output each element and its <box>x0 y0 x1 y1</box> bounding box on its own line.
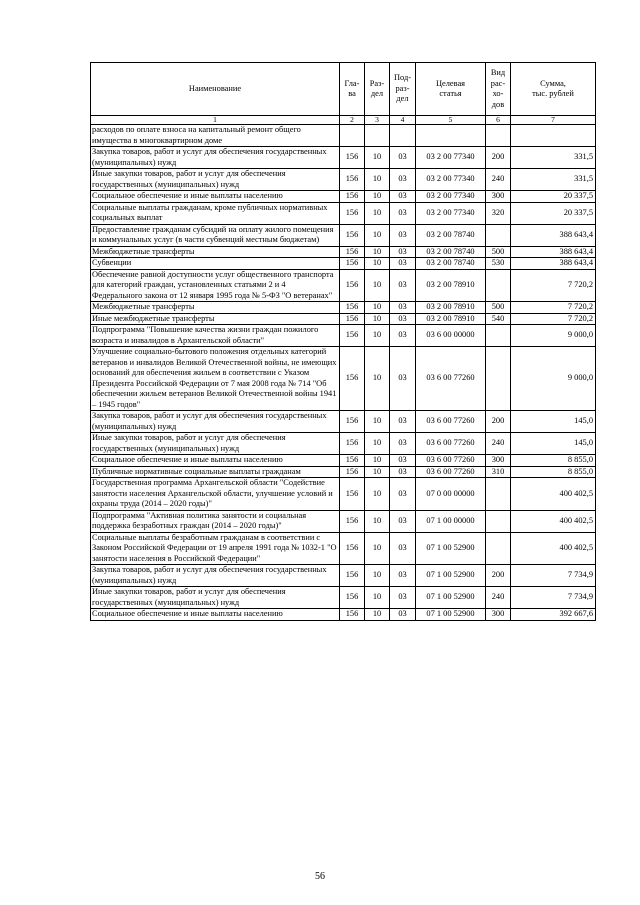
column-number: 6 <box>486 116 511 125</box>
cell-name: Закупка товаров, работ и услуг для обеспечения государственных (муниципальных) нужд <box>91 411 340 433</box>
cell-razdel: 10 <box>365 169 390 191</box>
cell-statya: 03 2 00 77340 <box>416 191 486 203</box>
cell-glava: 156 <box>340 202 365 224</box>
cell-name: Подпрограмма "Повышение качества жизни граждан пожилого возраста и инвалидов в Архангельской области" <box>91 325 340 347</box>
cell-vid: 310 <box>486 466 511 478</box>
cell-statya: 03 2 00 77340 <box>416 202 486 224</box>
table-row <box>91 609 596 621</box>
cell-vid: 500 <box>486 302 511 314</box>
cell-name: Улучшение социально-бытового положения отдельных категорий ветеранов и инвалидов Великой Отечественной войны, не имеющих оснований для обеспечения жильем в соответствии с Указом Президента Российской Федерации от 7 мая 2008 года № 714 "Об обеспечении жильем ветеранов Великой Отечественной войны 1941 – 1945 годов" <box>91 347 340 411</box>
table-row <box>91 411 596 433</box>
cell-razdel: 10 <box>365 313 390 325</box>
table-row <box>91 587 596 609</box>
cell-statya: 03 2 00 78910 <box>416 302 486 314</box>
column-number: 4 <box>390 116 416 125</box>
cell-name: Межбюджетные трансферты <box>91 246 340 258</box>
cell-vid <box>486 325 511 347</box>
cell-name: Социальные выплаты гражданам, кроме публичных нормативных социальных выплат <box>91 202 340 224</box>
table-row <box>91 302 596 314</box>
column-number: 7 <box>511 116 596 125</box>
cell-statya: 07 1 00 52900 <box>416 587 486 609</box>
cell-podrazdel: 03 <box>390 587 416 609</box>
cell-glava: 156 <box>340 258 365 270</box>
cell-summa: 388 643,4 <box>511 246 596 258</box>
cell-summa <box>511 125 596 147</box>
column-number-row <box>91 116 596 125</box>
cell-glava: 156 <box>340 224 365 246</box>
cell-razdel: 10 <box>365 246 390 258</box>
cell-name: Закупка товаров, работ и услуг для обеспечения государственных (муниципальных) нужд <box>91 565 340 587</box>
cell-statya: 07 0 00 00000 <box>416 478 486 511</box>
cell-glava: 156 <box>340 510 365 532</box>
cell-summa: 145,0 <box>511 433 596 455</box>
cell-statya: 07 1 00 52900 <box>416 565 486 587</box>
cell-vid: 320 <box>486 202 511 224</box>
table-row <box>91 224 596 246</box>
cell-podrazdel: 03 <box>390 478 416 511</box>
cell-podrazdel: 03 <box>390 302 416 314</box>
cell-vid: 540 <box>486 313 511 325</box>
cell-summa: 7 720,2 <box>511 269 596 302</box>
cell-glava: 156 <box>340 313 365 325</box>
column-number: 5 <box>416 116 486 125</box>
cell-razdel: 10 <box>365 411 390 433</box>
header-podrazdel: Под- раз- дел <box>390 63 416 116</box>
cell-name: Предоставление гражданам субсидий на оплату жилого помещения и коммунальных услуг (в части субвенций местным бюджетам) <box>91 224 340 246</box>
cell-glava: 156 <box>340 565 365 587</box>
cell-summa: 331,5 <box>511 169 596 191</box>
header-razdel: Раз- дел <box>365 63 390 116</box>
cell-name: Социальное обеспечение и иные выплаты населению <box>91 455 340 467</box>
cell-name: Закупка товаров, работ и услуг для обеспечения государственных (муниципальных) нужд <box>91 147 340 169</box>
table-row <box>91 125 596 147</box>
cell-podrazdel: 03 <box>390 269 416 302</box>
cell-podrazdel: 03 <box>390 455 416 467</box>
table-row <box>91 258 596 270</box>
cell-razdel: 10 <box>365 455 390 467</box>
cell-vid <box>486 510 511 532</box>
cell-vid: 240 <box>486 587 511 609</box>
table-row <box>91 455 596 467</box>
cell-razdel: 10 <box>365 325 390 347</box>
cell-statya: 03 2 00 78910 <box>416 313 486 325</box>
cell-glava: 156 <box>340 411 365 433</box>
table-row <box>91 313 596 325</box>
cell-name: Публичные нормативные социальные выплаты гражданам <box>91 466 340 478</box>
cell-statya <box>416 125 486 147</box>
cell-razdel: 10 <box>365 478 390 511</box>
cell-statya: 03 2 00 77340 <box>416 169 486 191</box>
cell-vid <box>486 532 511 565</box>
cell-summa: 388 643,4 <box>511 258 596 270</box>
cell-glava: 156 <box>340 466 365 478</box>
cell-summa: 388 643,4 <box>511 224 596 246</box>
table-row <box>91 510 596 532</box>
budget-table <box>90 62 596 621</box>
header-glava: Гла- ва <box>340 63 365 116</box>
cell-statya: 03 2 00 77340 <box>416 147 486 169</box>
cell-podrazdel <box>390 125 416 147</box>
cell-name: Субвенции <box>91 258 340 270</box>
table-header-row <box>91 63 596 116</box>
cell-summa: 7 720,2 <box>511 313 596 325</box>
cell-razdel: 10 <box>365 269 390 302</box>
cell-statya: 07 1 00 52900 <box>416 532 486 565</box>
cell-glava: 156 <box>340 269 365 302</box>
cell-vid: 200 <box>486 565 511 587</box>
cell-podrazdel: 03 <box>390 202 416 224</box>
cell-statya: 03 2 00 78740 <box>416 258 486 270</box>
cell-razdel: 10 <box>365 609 390 621</box>
cell-razdel: 10 <box>365 433 390 455</box>
cell-statya: 03 2 00 78910 <box>416 269 486 302</box>
cell-razdel: 10 <box>365 565 390 587</box>
cell-razdel: 10 <box>365 466 390 478</box>
cell-glava: 156 <box>340 609 365 621</box>
cell-podrazdel: 03 <box>390 510 416 532</box>
page-number: 56 <box>315 871 325 882</box>
header-statya: Целевая статья <box>416 63 486 116</box>
table-row <box>91 347 596 411</box>
cell-razdel: 10 <box>365 510 390 532</box>
cell-glava: 156 <box>340 191 365 203</box>
cell-glava <box>340 125 365 147</box>
cell-vid <box>486 125 511 147</box>
cell-vid <box>486 478 511 511</box>
cell-razdel: 10 <box>365 587 390 609</box>
cell-statya: 03 6 00 77260 <box>416 411 486 433</box>
cell-podrazdel: 03 <box>390 191 416 203</box>
cell-vid: 240 <box>486 169 511 191</box>
table-row <box>91 169 596 191</box>
cell-vid: 240 <box>486 433 511 455</box>
cell-razdel: 10 <box>365 147 390 169</box>
cell-razdel: 10 <box>365 258 390 270</box>
column-number: 1 <box>91 116 340 125</box>
cell-vid: 200 <box>486 411 511 433</box>
cell-glava: 156 <box>340 347 365 411</box>
cell-podrazdel: 03 <box>390 325 416 347</box>
cell-statya: 07 1 00 00000 <box>416 510 486 532</box>
cell-razdel: 10 <box>365 302 390 314</box>
cell-vid <box>486 347 511 411</box>
cell-podrazdel: 03 <box>390 147 416 169</box>
cell-summa: 8 855,0 <box>511 455 596 467</box>
cell-name: Государственная программа Архангельской области "Содействие занятости населения Архангельской области, улучшение условий и охраны труда (2014 – 2020 годы)" <box>91 478 340 511</box>
cell-razdel: 10 <box>365 347 390 411</box>
cell-razdel: 10 <box>365 532 390 565</box>
cell-podrazdel: 03 <box>390 169 416 191</box>
cell-razdel <box>365 125 390 147</box>
table-row <box>91 466 596 478</box>
cell-summa: 7 734,9 <box>511 565 596 587</box>
cell-razdel: 10 <box>365 191 390 203</box>
cell-name: Социальные выплаты безработным гражданам в соответствии с Законом Российской Федерации от 19 апреля 1991 года № 1032-1 "О занятости населения в Российской Федерации" <box>91 532 340 565</box>
cell-statya: 03 6 00 77260 <box>416 347 486 411</box>
cell-name: Иные закупки товаров, работ и услуг для обеспечения государственных (муниципальных) нужд <box>91 587 340 609</box>
cell-glava: 156 <box>340 302 365 314</box>
cell-podrazdel: 03 <box>390 532 416 565</box>
cell-vid: 300 <box>486 609 511 621</box>
cell-razdel: 10 <box>365 202 390 224</box>
cell-podrazdel: 03 <box>390 609 416 621</box>
cell-name: расходов по оплате взноса на капитальный ремонт общего имущества в многоквартирном доме <box>91 125 340 147</box>
header-vid: Вид рас- хо- дов <box>486 63 511 116</box>
cell-name: Иные закупки товаров, работ и услуг для обеспечения государственных (муниципальных) нужд <box>91 433 340 455</box>
cell-summa: 331,5 <box>511 147 596 169</box>
cell-vid: 530 <box>486 258 511 270</box>
cell-summa: 145,0 <box>511 411 596 433</box>
cell-statya: 03 2 00 78740 <box>416 246 486 258</box>
cell-vid: 300 <box>486 455 511 467</box>
cell-podrazdel: 03 <box>390 246 416 258</box>
cell-razdel: 10 <box>365 224 390 246</box>
cell-name: Социальное обеспечение и иные выплаты населению <box>91 191 340 203</box>
cell-vid: 200 <box>486 147 511 169</box>
cell-summa: 20 337,5 <box>511 202 596 224</box>
cell-vid <box>486 224 511 246</box>
column-number: 2 <box>340 116 365 125</box>
cell-name: Социальное обеспечение и иные выплаты населению <box>91 609 340 621</box>
table-row <box>91 269 596 302</box>
cell-podrazdel: 03 <box>390 411 416 433</box>
cell-name: Иные межбюджетные трансферты <box>91 313 340 325</box>
cell-podrazdel: 03 <box>390 313 416 325</box>
cell-statya: 03 6 00 00000 <box>416 325 486 347</box>
cell-podrazdel: 03 <box>390 347 416 411</box>
table-row <box>91 246 596 258</box>
cell-vid: 500 <box>486 246 511 258</box>
cell-summa: 20 337,5 <box>511 191 596 203</box>
cell-glava: 156 <box>340 325 365 347</box>
cell-summa: 392 667,6 <box>511 609 596 621</box>
table-row <box>91 147 596 169</box>
cell-glava: 156 <box>340 147 365 169</box>
cell-podrazdel: 03 <box>390 433 416 455</box>
cell-statya: 03 6 00 77260 <box>416 466 486 478</box>
cell-podrazdel: 03 <box>390 565 416 587</box>
cell-glava: 156 <box>340 532 365 565</box>
cell-summa: 400 402,5 <box>511 510 596 532</box>
cell-vid <box>486 269 511 302</box>
cell-podrazdel: 03 <box>390 466 416 478</box>
table-row <box>91 202 596 224</box>
cell-name: Иные закупки товаров, работ и услуг для обеспечения государственных (муниципальных) нужд <box>91 169 340 191</box>
table-row <box>91 325 596 347</box>
cell-glava: 156 <box>340 169 365 191</box>
cell-summa: 7 734,9 <box>511 587 596 609</box>
cell-glava: 156 <box>340 246 365 258</box>
cell-statya: 03 6 00 77260 <box>416 433 486 455</box>
cell-summa: 400 402,5 <box>511 478 596 511</box>
table-row <box>91 433 596 455</box>
column-number: 3 <box>365 116 390 125</box>
table-row <box>91 532 596 565</box>
cell-podrazdel: 03 <box>390 224 416 246</box>
cell-statya: 07 1 00 52900 <box>416 609 486 621</box>
cell-name: Межбюджетные трансферты <box>91 302 340 314</box>
cell-glava: 156 <box>340 478 365 511</box>
cell-vid: 300 <box>486 191 511 203</box>
cell-summa: 7 720,2 <box>511 302 596 314</box>
table-body <box>91 125 596 621</box>
cell-summa: 400 402,5 <box>511 532 596 565</box>
cell-statya: 03 2 00 78740 <box>416 224 486 246</box>
header-name: Наименование <box>91 63 340 116</box>
cell-glava: 156 <box>340 433 365 455</box>
cell-summa: 9 000,0 <box>511 325 596 347</box>
table-row <box>91 191 596 203</box>
cell-podrazdel: 03 <box>390 258 416 270</box>
table-row <box>91 478 596 511</box>
cell-statya: 03 6 00 77260 <box>416 455 486 467</box>
cell-glava: 156 <box>340 587 365 609</box>
table-row <box>91 565 596 587</box>
cell-name: Подпрограмма "Активная политика занятости и социальная поддержка безработных граждан (2014 – 2020 годы)" <box>91 510 340 532</box>
cell-glava: 156 <box>340 455 365 467</box>
cell-summa: 9 000,0 <box>511 347 596 411</box>
cell-summa: 8 855,0 <box>511 466 596 478</box>
cell-name: Обеспечение равной доступности услуг общественного транспорта для категорий граждан, установленных статьями 2 и 4 Федерального закона от 12 января 1995 года № 5-ФЗ "О ветеранах" <box>91 269 340 302</box>
document-page <box>90 62 595 621</box>
header-summa: Сумма, тыс. рублей <box>511 63 596 116</box>
